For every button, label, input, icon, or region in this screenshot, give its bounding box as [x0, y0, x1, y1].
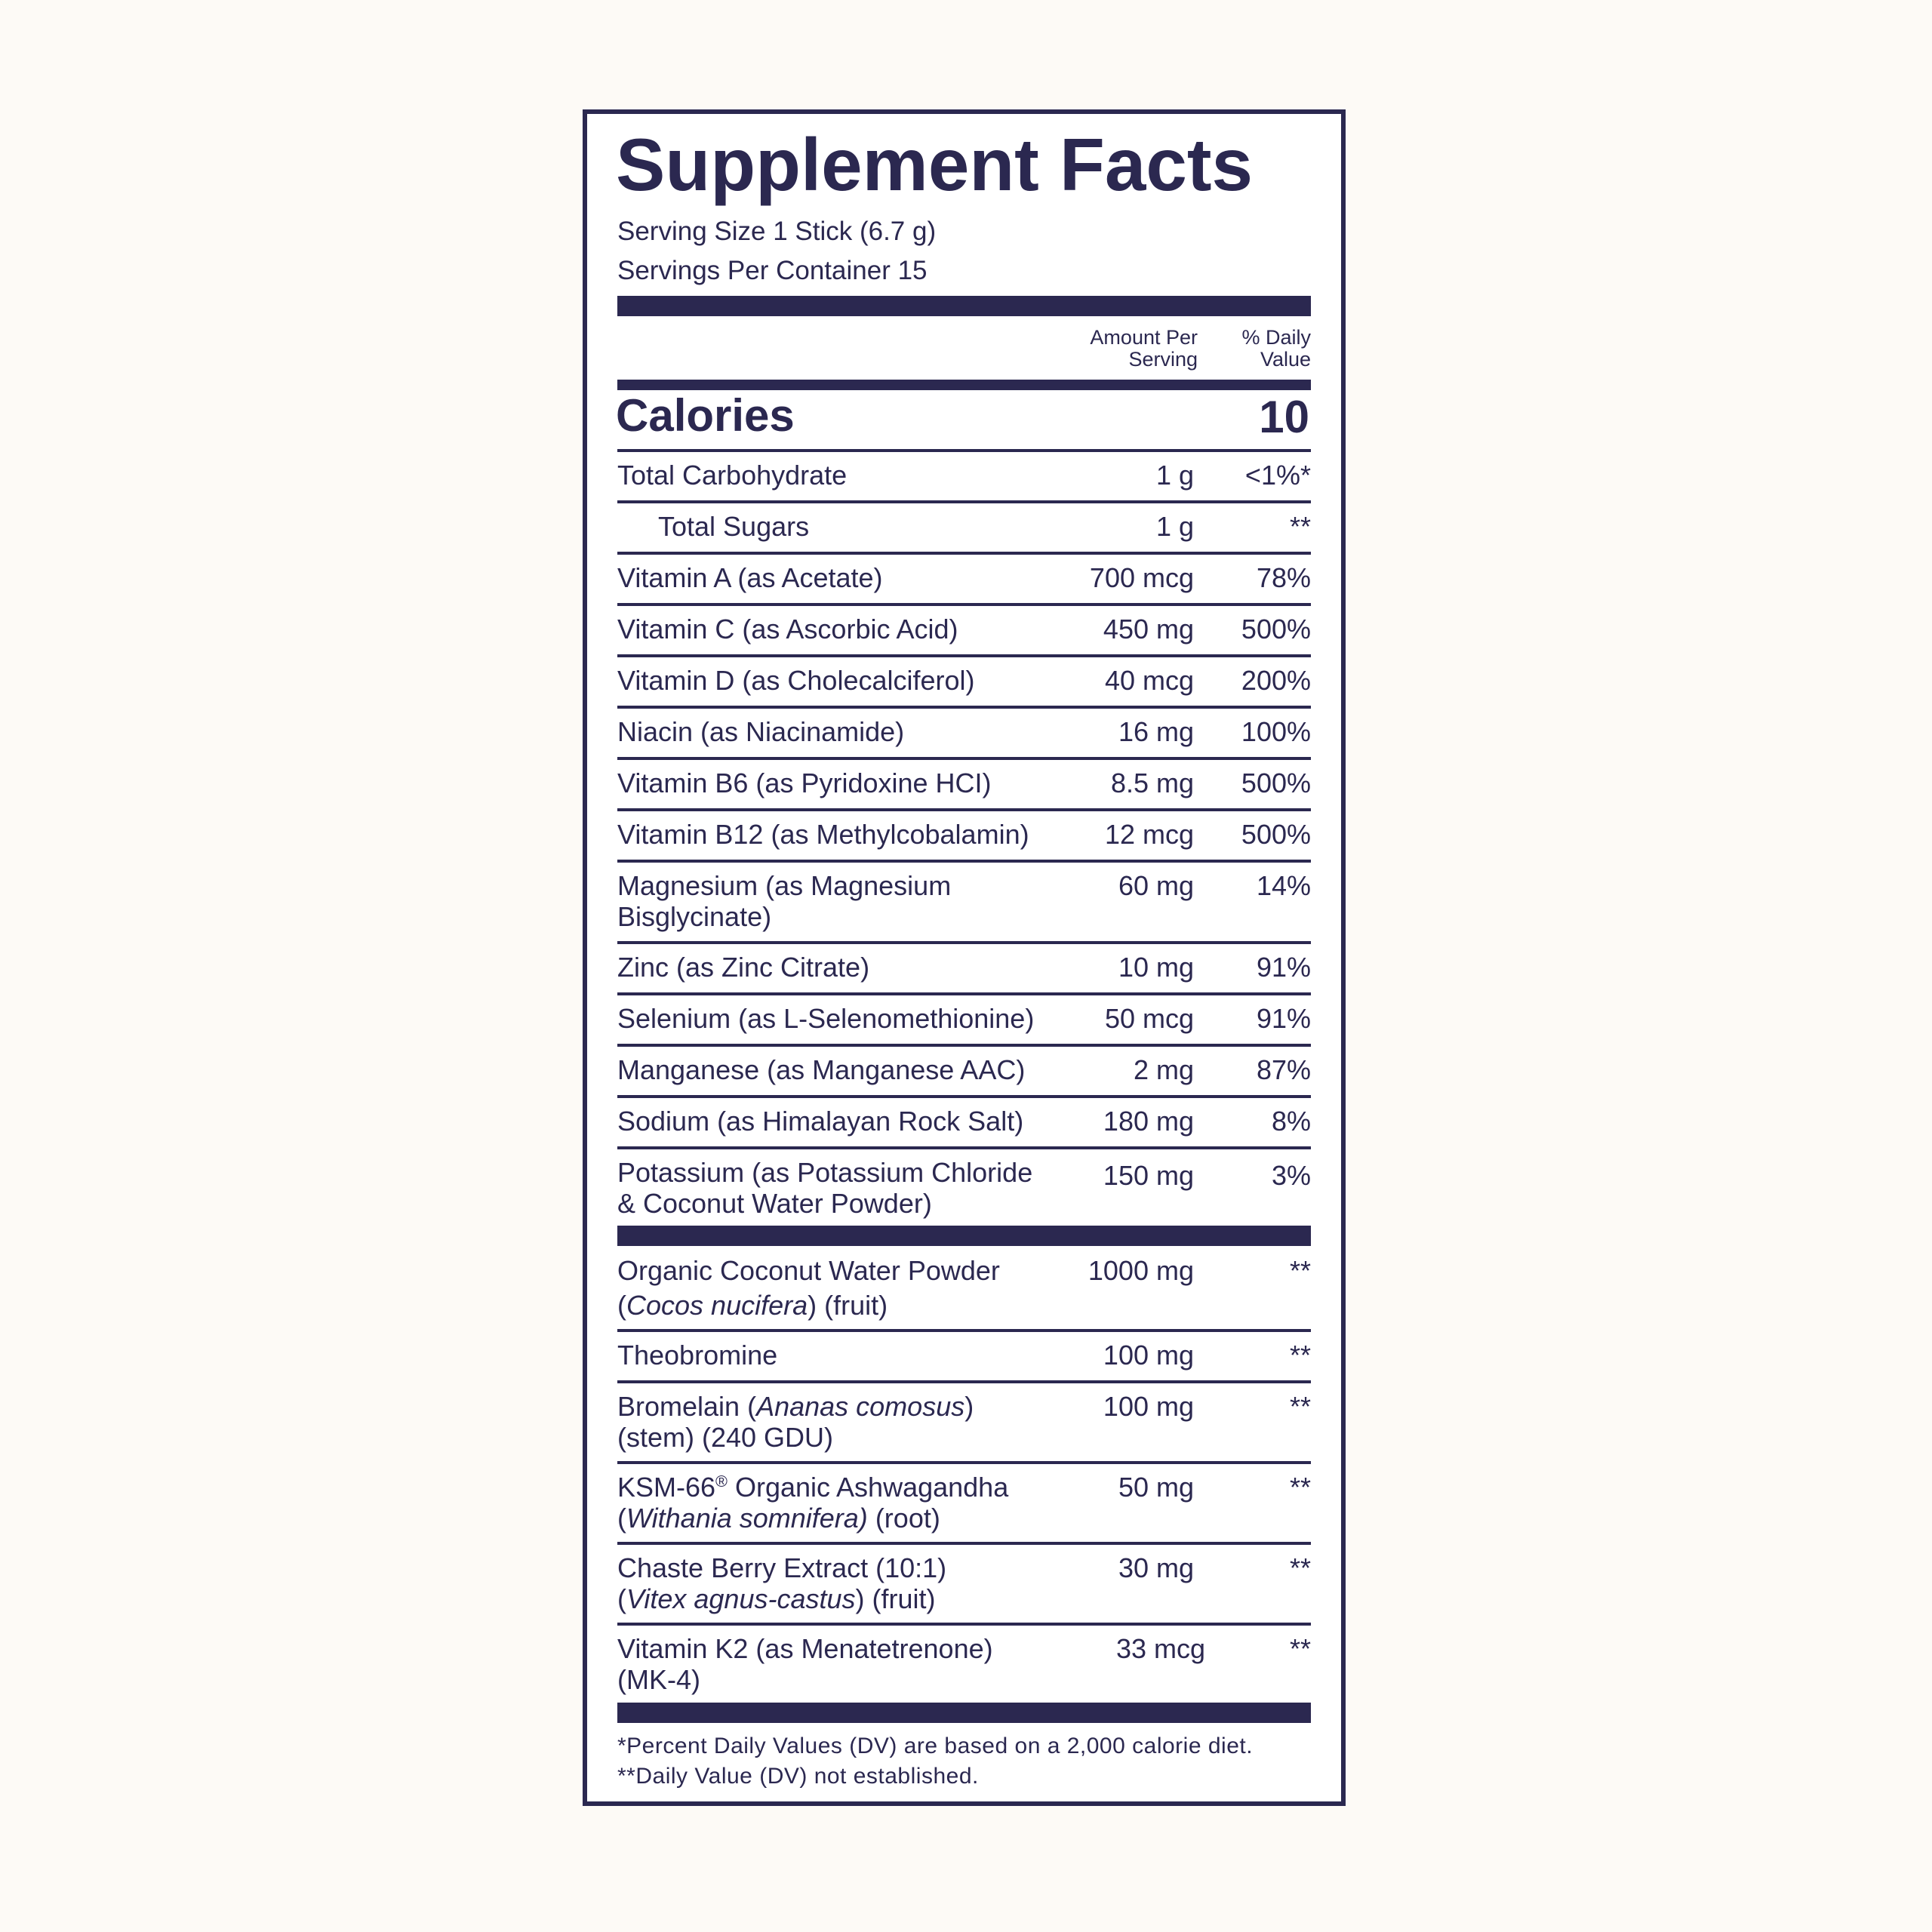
- row-divider: [617, 1623, 1311, 1626]
- row-divider: [617, 860, 1311, 863]
- ingredient-name-paren: (: [617, 1583, 626, 1614]
- nutrient-name-line2: & Coconut Water Powder): [617, 1188, 932, 1219]
- nutrient-name: Total Carbohydrate: [617, 460, 848, 491]
- ingredient-name-paren: (: [617, 1290, 626, 1321]
- nutrient-amount: 150 mg: [1103, 1160, 1194, 1191]
- nutrient-name: Vitamin B6 (as Pyridoxine HCI): [617, 768, 992, 798]
- ingredient-name-line1: Vitamin K2 (as Menatetrenone): [617, 1633, 993, 1664]
- thick-divider: [617, 1703, 1311, 1723]
- nutrient-name: Manganese (as Manganese AAC): [617, 1054, 1026, 1085]
- row-divider: [617, 1044, 1311, 1047]
- ingredient-part: ) (fruit): [855, 1583, 936, 1614]
- ingredient-amount: 33 mcg: [1115, 1633, 1205, 1664]
- nutrient-amount: 2 mg: [1133, 1054, 1194, 1085]
- ingredient-amount: 30 mg: [1118, 1552, 1194, 1583]
- ingredient-name: [617, 1254, 1000, 1323]
- ingredient-dv: **: [1289, 1391, 1311, 1422]
- ingredient-name-text: KSM-66: [617, 1472, 716, 1503]
- column-header-amount-line2: Serving: [1128, 348, 1198, 371]
- row-divider: [617, 603, 1311, 606]
- nutrient-name-line1: Potassium (as Potassium Chloride: [617, 1157, 1033, 1188]
- row-divider: [617, 552, 1311, 555]
- ingredient-name-line2: (MK-4): [617, 1664, 700, 1695]
- nutrient-name: [617, 870, 951, 932]
- row-divider: [617, 757, 1311, 760]
- label-title: Supplement Facts: [616, 123, 1254, 206]
- nutrient-name: Vitamin B12 (as Methylcobalamin): [617, 819, 1029, 850]
- medium-divider: [617, 380, 1311, 390]
- calories-value: 10: [1259, 392, 1309, 442]
- nutrient-name: Vitamin A (as Acetate): [617, 562, 883, 593]
- ingredient-name-text: Bromelain (: [617, 1391, 757, 1422]
- nutrient-dv: 100%: [1241, 716, 1311, 747]
- row-divider: [617, 1380, 1311, 1383]
- nutrient-name: Vitamin D (as Cholecalciferol): [617, 665, 975, 696]
- nutrient-amount: 60 mg: [1118, 870, 1194, 901]
- footnote-dv-not-established: **Daily Value (DV) not established.: [617, 1764, 979, 1789]
- ingredient-part: ) (fruit): [808, 1290, 888, 1321]
- nutrient-amount: 1 g: [1155, 460, 1194, 491]
- nutrient-name: Sodium (as Himalayan Rock Salt): [617, 1106, 1024, 1137]
- ingredient-name-line2: (stem) (240 GDU): [617, 1422, 834, 1453]
- ingredient-name: [617, 1552, 946, 1614]
- ingredient-name-paren: ): [964, 1391, 974, 1422]
- ingredient-latin-name: Cocos nucifera: [626, 1290, 808, 1321]
- nutrient-name: Total Sugars: [658, 511, 810, 542]
- ingredient-dv: **: [1289, 1255, 1311, 1286]
- registered-mark: ®: [715, 1472, 728, 1491]
- ingredient-dv: **: [1289, 1340, 1311, 1371]
- nutrient-dv: 8%: [1271, 1106, 1311, 1137]
- ingredient-amount: 50 mg: [1118, 1472, 1194, 1503]
- nutrient-name-line1: Magnesium (as Magnesium: [617, 870, 952, 901]
- nutrient-amount: 450 mg: [1103, 614, 1194, 645]
- nutrient-name: Vitamin C (as Ascorbic Acid): [617, 614, 958, 645]
- column-header-dv-line2: Value: [1260, 348, 1311, 371]
- ingredient-part: (root): [867, 1503, 940, 1534]
- nutrient-amount: 12 mcg: [1104, 819, 1194, 850]
- thick-divider: [617, 1226, 1311, 1246]
- ingredient-name-line1: Chaste Berry Extract (10:1): [617, 1552, 947, 1583]
- nutrient-dv: 14%: [1256, 870, 1311, 901]
- row-divider: [617, 1146, 1311, 1149]
- thick-divider: [617, 296, 1311, 316]
- nutrient-dv: 87%: [1256, 1054, 1311, 1085]
- nutrient-name: Selenium (as L-Selenomethionine): [617, 1003, 1035, 1034]
- supplement-facts-panel: [583, 109, 1346, 1806]
- nutrient-dv: 500%: [1241, 768, 1311, 798]
- ingredient-latin-name: Withania somnifera): [626, 1503, 868, 1534]
- servings-per-container: Servings Per Container 15: [617, 256, 928, 285]
- nutrient-dv: <1%*: [1244, 460, 1311, 491]
- ingredient-dv: **: [1289, 1552, 1311, 1583]
- ingredient-name: [617, 1472, 1008, 1534]
- row-divider: [617, 1461, 1311, 1464]
- column-header-daily-value: [1241, 327, 1311, 371]
- ingredient-name-paren: (: [617, 1503, 626, 1534]
- column-header-dv-line1: % Daily: [1241, 326, 1311, 349]
- nutrient-name: [617, 1157, 1032, 1219]
- nutrient-amount: 16 mg: [1118, 716, 1194, 747]
- nutrient-dv: 78%: [1256, 562, 1311, 593]
- nutrient-amount: 180 mg: [1103, 1106, 1194, 1137]
- column-header-amount-line1: Amount Per: [1090, 326, 1198, 349]
- nutrient-dv: 200%: [1241, 665, 1311, 696]
- row-divider: [617, 654, 1311, 657]
- row-divider: [617, 706, 1311, 709]
- nutrient-name: Zinc (as Zinc Citrate): [617, 952, 870, 983]
- nutrient-dv: **: [1289, 511, 1311, 542]
- serving-size: Serving Size 1 Stick (6.7 g): [617, 217, 937, 246]
- row-divider: [617, 1329, 1311, 1332]
- nutrient-dv: 500%: [1241, 819, 1311, 850]
- row-divider: [617, 449, 1311, 452]
- nutrient-name: Niacin (as Niacinamide): [617, 716, 905, 747]
- footnote-daily-values: *Percent Daily Values (DV) are based on a 2,000 calorie diet.: [617, 1734, 1254, 1758]
- nutrient-amount: 8.5 mg: [1110, 768, 1194, 798]
- ingredient-dv: **: [1289, 1633, 1311, 1664]
- ingredient-name-text: Organic Ashwagandha: [727, 1472, 1009, 1503]
- row-divider: [617, 808, 1311, 811]
- nutrient-amount: 700 mcg: [1089, 562, 1194, 593]
- ingredient-latin-name: Vitex agnus-castus: [626, 1583, 856, 1614]
- column-header-amount: [1090, 327, 1198, 371]
- ingredient-latin-name: Ananas comosus: [756, 1391, 965, 1422]
- ingredient-amount: 100 mg: [1103, 1340, 1194, 1371]
- row-divider: [617, 992, 1311, 995]
- ingredient-name: [617, 1633, 993, 1695]
- nutrient-amount: 10 mg: [1118, 952, 1194, 983]
- ingredient-name: Theobromine: [617, 1340, 778, 1371]
- nutrient-name-line2: Bisglycinate): [617, 901, 772, 932]
- row-divider: [617, 1542, 1311, 1545]
- calories-label: Calories: [616, 390, 795, 441]
- ingredient-amount: 1000 mg: [1088, 1255, 1194, 1286]
- ingredient-amount: 100 mg: [1103, 1391, 1194, 1422]
- calories-row: [616, 390, 1311, 442]
- row-divider: [617, 500, 1311, 503]
- nutrient-dv: 91%: [1256, 1003, 1311, 1034]
- nutrient-amount: 40 mcg: [1104, 665, 1194, 696]
- nutrient-amount: 50 mcg: [1104, 1003, 1194, 1034]
- nutrient-amount: 1 g: [1155, 511, 1194, 542]
- row-divider: [617, 941, 1311, 944]
- ingredient-name: [617, 1391, 974, 1453]
- ingredient-name-line1: Organic Coconut Water Powder: [617, 1255, 1000, 1286]
- row-divider: [617, 1095, 1311, 1098]
- nutrient-dv: 91%: [1256, 952, 1311, 983]
- ingredient-dv: **: [1289, 1472, 1311, 1503]
- nutrient-dv: 500%: [1241, 614, 1311, 645]
- nutrient-dv: 3%: [1271, 1160, 1311, 1191]
